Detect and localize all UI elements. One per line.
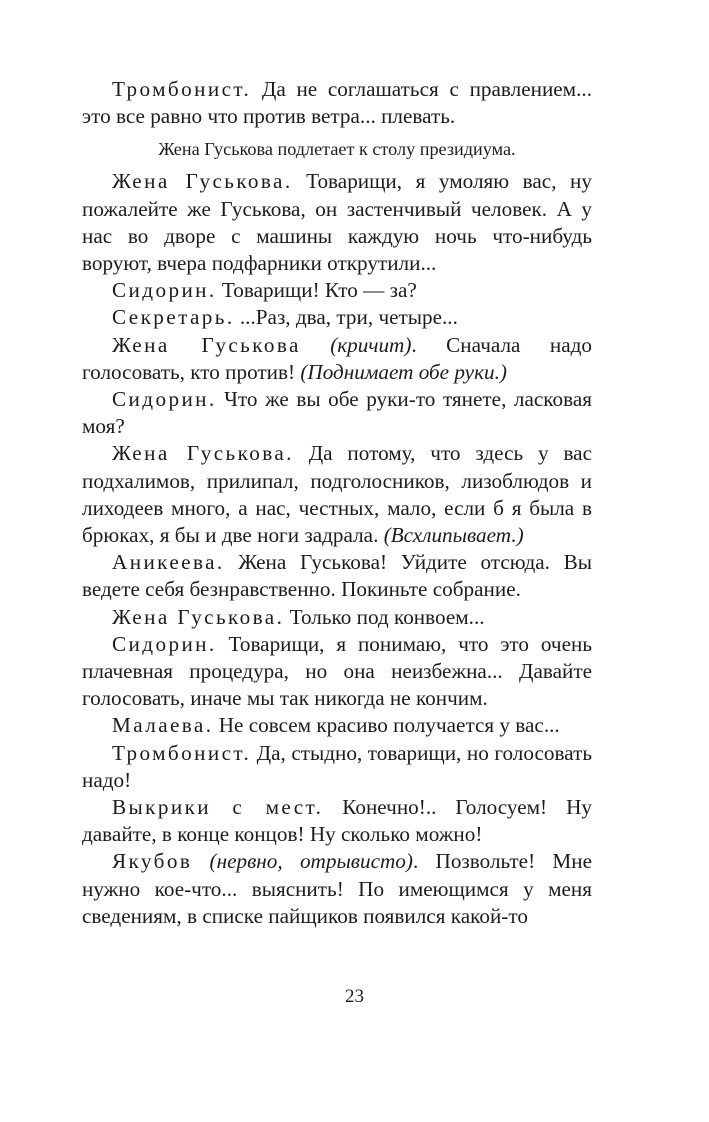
speaker-name: Сидорин.	[112, 387, 217, 412]
speaker-name: Жена Гуськова.	[112, 169, 293, 194]
speaker-name: Аникеева.	[112, 550, 225, 575]
line-5	[82, 332, 592, 386]
speaker-name: Сидорин.	[112, 631, 217, 656]
speaker-name: Жена Гуськова.	[112, 441, 294, 466]
speaker-name: Тромбонист.	[112, 740, 252, 765]
speaker-name: Тромбонист.	[112, 77, 252, 101]
speaker-name: Секретарь.	[112, 305, 235, 330]
line-7	[82, 440, 592, 549]
line-text: Да, стыдно, товарищи, но голосовать надо!	[82, 740, 592, 792]
speaker-name: Выкрики с мест.	[112, 795, 324, 820]
line-text: Да потому, что здесь у вас подхалимов, прилипал, подголосников, лизоблюдов и лиходеев много, а нас, честных, мало, если б я была в брюках, я бы и две ноги задрала.	[82, 441, 592, 548]
stage-aside: (нервно, отрывисто)	[192, 849, 413, 874]
line-12	[82, 740, 592, 794]
speaker-name: Малаева.	[112, 713, 214, 738]
line-text: . Позвольте! Мне нужно кое-что... выяснить! По имеющимся у меня сведениям, в списке пайщиков появился какой-то	[82, 849, 592, 928]
line-text: Товарищи, я умоляю вас, ну пожалейте же Гуськова, он застенчивый человек. А у нас во дворе с машины каждую ночь что-нибудь воруют, вчера подфарники открутили...	[82, 169, 592, 276]
speaker-name: Жена Гуськова	[112, 332, 301, 357]
line-4	[82, 304, 592, 331]
line-text: ...Раз, два, три, четыре...	[234, 305, 458, 330]
line-13	[82, 794, 592, 848]
line-1	[82, 76, 592, 130]
line-text: Да не соглашаться с правлением... это все равно что против ветра... плевать.	[82, 77, 592, 129]
line-text: Не совсем красиво получается у вас...	[213, 713, 560, 738]
speaker-name: Сидорин.	[112, 278, 217, 303]
line-text: . Сначала надо голосовать, кто против!	[82, 332, 592, 384]
line-11	[82, 712, 592, 739]
line-text: Что же вы обе руки-то тянете, ласковая моя?	[82, 387, 592, 439]
line-8	[82, 549, 592, 603]
line-3	[82, 277, 592, 304]
line-text: Товарищи! Кто — за?	[216, 278, 417, 303]
play-text	[82, 76, 592, 930]
stage-aside: (кричит)	[300, 332, 412, 357]
speaker-name: Якубов	[112, 849, 193, 874]
line-10	[82, 631, 592, 713]
line-text: Только под конвоем...	[284, 604, 485, 629]
stage-aside: (Поднимает обе руки.)	[300, 359, 507, 384]
line-14	[82, 848, 592, 930]
speaker-name: Жена Гуськова.	[112, 604, 285, 629]
line-6	[82, 386, 592, 440]
stage-aside: (Всхлипывает.)	[383, 523, 524, 548]
line-9	[82, 604, 592, 631]
page-number: 23	[345, 986, 364, 1007]
line-text: Товарищи, я понимаю, что это очень плачевная процедура, но она неизбежна... Давайте голосовать, иначе мы так никогда не кончим.	[82, 631, 592, 711]
stage-direction: Жена Гуськова подлетает к столу президиума.	[158, 139, 516, 160]
line-text: Жена Гуськова! Уйдите отсюда. Вы ведете себя безнравственно. Покиньте собрание.	[82, 550, 592, 602]
line-2	[82, 168, 592, 277]
line-text: Конечно!.. Голосуем! Ну давайте, в конце концов! Ну сколько можно!	[82, 795, 592, 847]
